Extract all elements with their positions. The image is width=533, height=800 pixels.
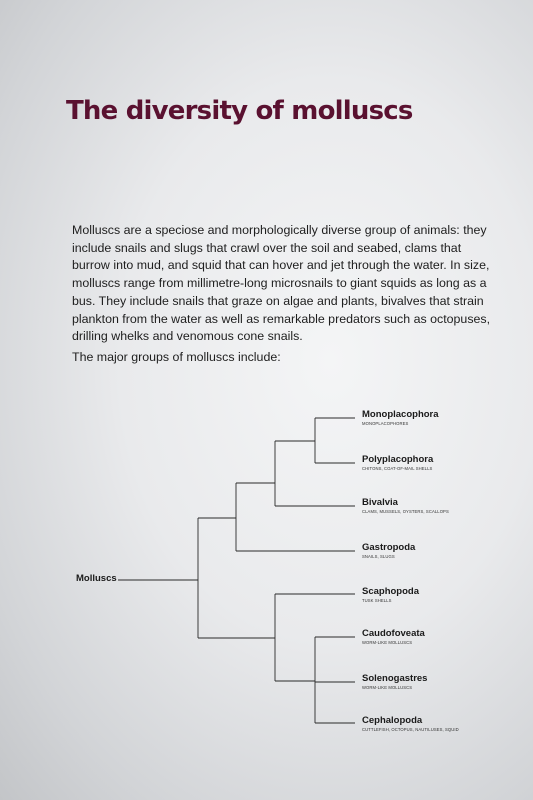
taxon-name: Cephalopoda xyxy=(362,715,423,726)
taxon-name: Bivalvia xyxy=(362,497,398,508)
taxon-name: Solenogastres xyxy=(362,673,428,684)
taxon-common-name: TUSK SHELLS xyxy=(362,597,392,603)
taxon-common-name: WORM-LIKE MOLLUSCS xyxy=(362,684,413,690)
taxon-common-name: CHITONS, COAT-OF-MAIL SHELLS xyxy=(362,465,433,471)
taxon-common-name: SNAILS, SLUGS xyxy=(362,553,395,559)
taxon-common-name: CUTTLEFISH, OCTOPUS, NAUTILUSES, SQUID xyxy=(362,726,459,732)
taxon-polyplacophora xyxy=(362,455,433,471)
tree-root-label: Molluscs xyxy=(76,573,117,584)
taxon-name: Gastropoda xyxy=(362,542,416,553)
taxon-cephalopoda xyxy=(362,716,459,732)
intro-paragraph: Molluscs are a speciose and morphologically diverse group of animals: they include snails and slugs that crawl over the soil and seabed, clams that burrow into mud, and squid that can hover and jet through the water. In size, molluscs range from millimetre-long microsnails to giant squids as long as a bus. They include snails that graze on algae and plants, bivalves that strain plankton from the water as well as remarkable predators such as octopuses, drilling whelks and venomous cone snails. xyxy=(72,223,491,344)
taxon-name: Polyplacophora xyxy=(362,454,434,465)
taxon-name: Monoplacophora xyxy=(362,409,439,420)
taxon-gastropoda xyxy=(362,543,415,559)
taxon-common-name: WORM-LIKE MOLLUSCS xyxy=(362,639,413,645)
taxon-scaphopoda xyxy=(362,587,419,603)
taxon-common-name: MONOPLACOPHORES xyxy=(362,420,409,426)
taxon-solenogastres xyxy=(362,674,427,690)
groups-lead-text: The major groups of molluscs include: xyxy=(72,350,281,364)
taxon-name: Scaphopoda xyxy=(362,586,420,597)
taxon-name: Caudofoveata xyxy=(362,628,425,639)
taxon-common-name: CLAMS, MUSSELS, OYSTERS, SCALLOPS xyxy=(362,508,449,514)
taxon-bivalvia xyxy=(362,498,449,514)
taxon-monoplacophora xyxy=(362,410,439,426)
panel-title: The diversity of molluscs xyxy=(66,96,413,126)
taxon-caudofoveata xyxy=(362,629,425,645)
